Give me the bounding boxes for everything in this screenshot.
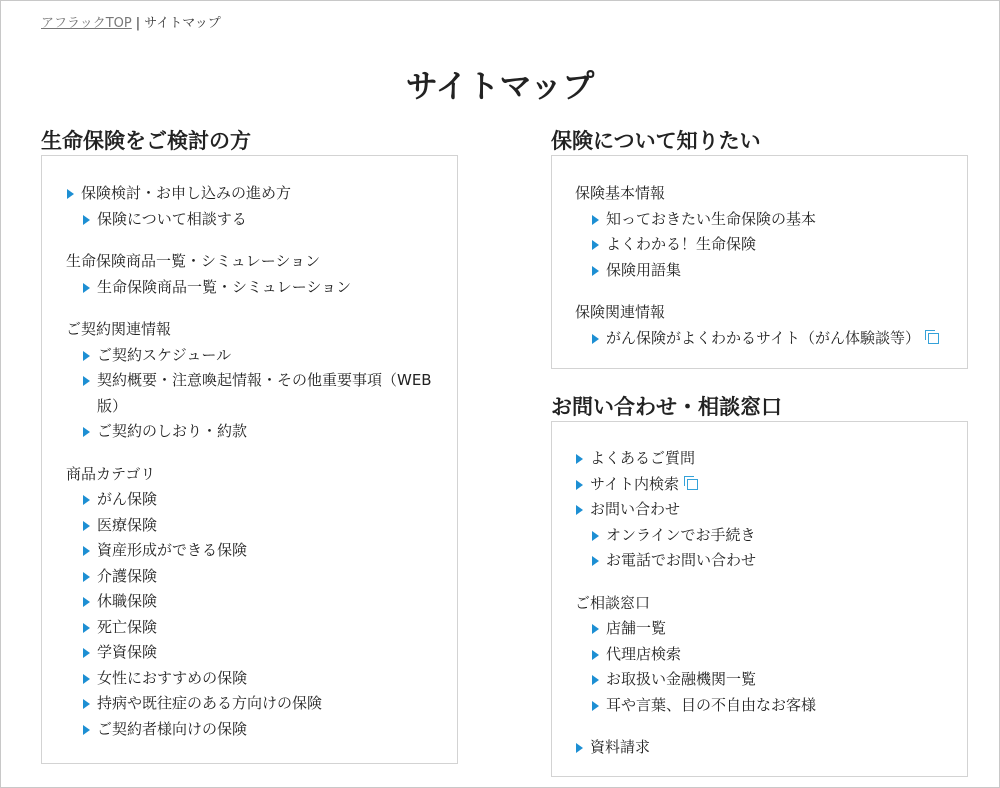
sitemap-link[interactable]: [82, 513, 457, 539]
arrow-right-icon: [83, 215, 90, 225]
sitemap-link-label: 保険用語集: [606, 260, 682, 279]
sitemap-link-label: オンラインでお手続き: [606, 525, 756, 544]
arrow-right-icon: [83, 623, 90, 633]
sitemap-link-label: 女性におすすめの保険: [97, 668, 248, 687]
arrow-right-icon: [83, 725, 90, 735]
sitemap-link[interactable]: [82, 538, 457, 564]
arrow-right-icon: [576, 454, 583, 464]
sitemap-link-label: 持病や既往症のある方向けの保険: [97, 694, 323, 712]
sitemap-link-label: 学資保険: [97, 643, 158, 661]
group-heading: ご契約関連情報: [66, 320, 172, 338]
arrow-right-icon: [83, 495, 90, 505]
group-heading: 商品カテゴリ: [66, 464, 156, 483]
learn-panel: [551, 155, 968, 369]
sitemap-link[interactable]: [82, 343, 457, 369]
sitemap-link[interactable]: [575, 497, 967, 523]
sitemap-link[interactable]: [82, 589, 457, 615]
sitemap-link[interactable]: [591, 326, 967, 352]
sitemap-link-label: 契約概要・注意喚起情報・その他重要事項（WEB 版）: [97, 371, 432, 415]
sitemap-link[interactable]: [82, 275, 457, 301]
link-group: [66, 249, 457, 300]
sitemap-link-label: 医療保険: [97, 515, 158, 534]
sitemap-link-label: 資産形成ができる保険: [97, 541, 248, 559]
sitemap-link[interactable]: [575, 472, 967, 498]
section-title-consider: 生命保険をご検討の方: [41, 129, 251, 153]
link-group: [66, 317, 457, 445]
sitemap-link-label: よくあるご質問: [590, 449, 696, 467]
sitemap-link-label: サイト内検索: [590, 474, 679, 493]
sitemap-link-label: ご契約者様向けの保険: [97, 719, 248, 738]
sitemap-link-label: 資料請求: [590, 738, 651, 756]
arrow-right-icon: [592, 531, 599, 541]
arrow-right-icon: [592, 650, 599, 660]
arrow-right-icon: [83, 521, 90, 531]
arrow-right-icon: [592, 701, 599, 711]
group-heading: ご相談窓口: [575, 593, 651, 612]
sitemap-link[interactable]: [66, 181, 457, 207]
sitemap-link[interactable]: [82, 691, 457, 717]
arrow-right-icon: [592, 624, 599, 634]
arrow-right-icon: [83, 572, 90, 582]
sitemap-link[interactable]: [591, 548, 967, 574]
arrow-right-icon: [576, 480, 583, 490]
sitemap-link[interactable]: [591, 258, 967, 284]
breadcrumb-separator: |: [135, 16, 141, 31]
sitemap-link-label: 保険検討・お申し込みの進め方: [81, 184, 292, 202]
arrow-right-icon: [576, 505, 583, 515]
link-group: [66, 462, 457, 743]
breadcrumb: [41, 12, 221, 31]
sitemap-link[interactable]: [591, 207, 967, 233]
external-window-icon: [684, 476, 699, 491]
section-title-contact: お問い合わせ・相談窓口: [551, 395, 782, 419]
sitemap-link-label: ご契約スケジュール: [97, 345, 232, 364]
sitemap-link-label: がん保険: [97, 490, 158, 508]
link-group: [575, 446, 967, 574]
arrow-right-icon: [83, 283, 90, 293]
arrow-right-icon: [576, 743, 583, 753]
arrow-right-icon: [592, 334, 599, 344]
sitemap-link-label: 生命保険商品一覧・シミュレーション: [97, 277, 352, 296]
sitemap-link-label: 代理店検索: [606, 644, 682, 663]
link-group: [575, 591, 967, 719]
arrow-right-icon: [83, 648, 90, 658]
sitemap-link-label: がん保険がよくわかるサイト（がん体験談等）: [606, 328, 920, 347]
arrow-right-icon: [83, 674, 90, 684]
sitemap-link-label: 休職保険: [97, 592, 158, 610]
sitemap-link[interactable]: [591, 616, 967, 642]
sitemap-link-label: ご契約のしおり・約款: [97, 422, 248, 440]
sitemap-link-label: お取扱い金融機関一覧: [606, 670, 757, 688]
consider-panel: [41, 155, 458, 764]
group-heading: 保険基本情報: [575, 184, 666, 202]
sitemap-link[interactable]: [82, 564, 457, 590]
breadcrumb-home-link[interactable]: アフラックTOP: [41, 16, 132, 31]
sitemap-link[interactable]: [82, 487, 457, 513]
contact-panel: [551, 421, 968, 777]
sitemap-link[interactable]: [82, 419, 457, 445]
sitemap-link-label: お電話でお問い合わせ: [606, 551, 757, 569]
arrow-right-icon: [83, 597, 90, 607]
sitemap-link[interactable]: [591, 232, 967, 258]
group-heading: 生命保険商品一覧・シミュレーション: [66, 252, 321, 270]
sitemap-link[interactable]: [575, 735, 967, 761]
sitemap-link-label: よくわかる！生命保険: [606, 235, 757, 253]
breadcrumb-current: サイトマップ: [144, 16, 221, 31]
arrow-right-icon: [83, 546, 90, 556]
sitemap-link-label: 耳や言葉、目の不自由なお客様: [606, 695, 817, 714]
arrow-right-icon: [83, 427, 90, 437]
page-title: サイトマップ: [405, 67, 595, 105]
link-group: [575, 181, 967, 283]
sitemap-link[interactable]: [591, 523, 967, 549]
sitemap-link[interactable]: [591, 667, 967, 693]
arrow-right-icon: [592, 240, 599, 250]
external-window-icon: [925, 330, 940, 345]
sitemap-link-label: 店舗一覧: [606, 619, 667, 637]
sitemap-link-label: 介護保険: [97, 566, 158, 585]
arrow-right-icon: [67, 189, 74, 199]
sitemap-link[interactable]: [82, 666, 457, 692]
arrow-right-icon: [83, 376, 90, 386]
sitemap-link[interactable]: [82, 615, 457, 641]
arrow-right-icon: [83, 699, 90, 709]
arrow-right-icon: [592, 556, 599, 566]
link-group: [575, 735, 967, 761]
arrow-right-icon: [592, 675, 599, 685]
sitemap-link[interactable]: [82, 207, 457, 233]
link-group: [66, 181, 457, 232]
arrow-right-icon: [83, 351, 90, 361]
sitemap-link[interactable]: [82, 368, 457, 419]
link-group: [575, 300, 967, 351]
sitemap-link-label: 知っておきたい生命保険の基本: [606, 209, 817, 228]
arrow-right-icon: [592, 215, 599, 225]
sitemap-link[interactable]: [591, 642, 967, 668]
sitemap-link[interactable]: [82, 640, 457, 666]
sitemap-link[interactable]: [575, 446, 967, 472]
sitemap-link[interactable]: [591, 693, 967, 719]
sitemap-link-label: 死亡保険: [97, 617, 158, 636]
section-title-learn: 保険について知りたい: [551, 129, 761, 153]
sitemap-link[interactable]: [82, 717, 457, 743]
group-heading: 保険関連情報: [575, 303, 666, 321]
sitemap-link-label: お問い合わせ: [590, 500, 681, 518]
sitemap-link-label: 保険について相談する: [97, 209, 247, 228]
arrow-right-icon: [592, 266, 599, 276]
